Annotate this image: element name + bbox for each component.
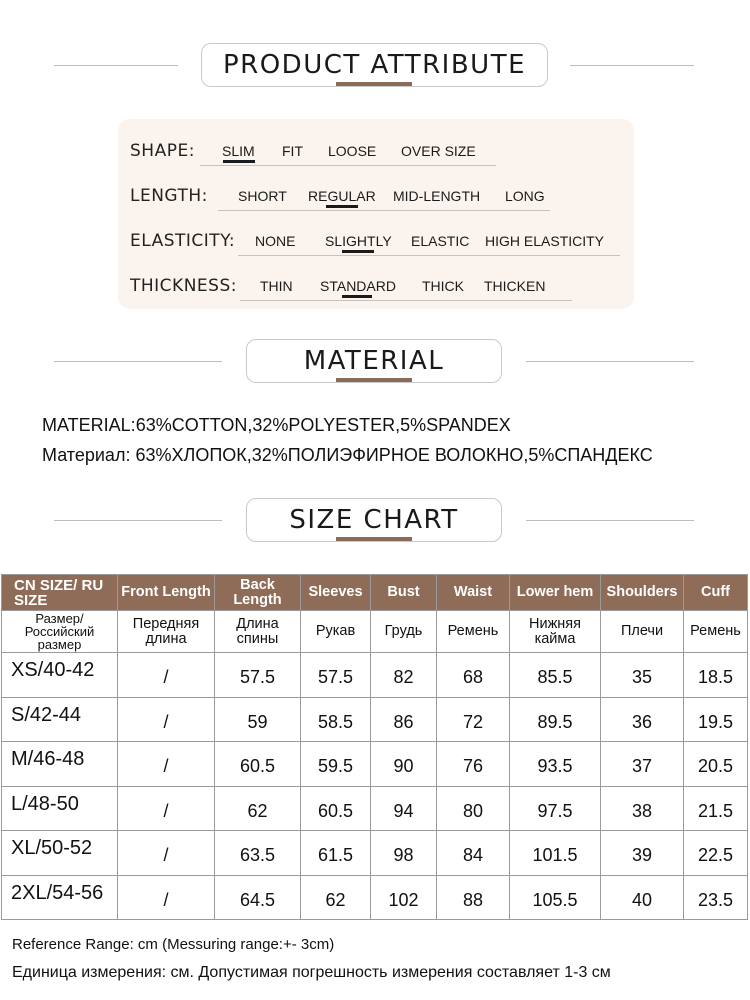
material-en-label: MATERIAL: xyxy=(42,415,136,435)
table-cell: / xyxy=(118,786,215,831)
table-cell: 68 xyxy=(437,653,510,698)
attr-row-shape xyxy=(118,129,634,169)
table-cell: 38 xyxy=(601,786,684,831)
header-cell: Front Length xyxy=(118,575,215,611)
attr-option-none: NONE xyxy=(255,233,296,249)
size-cell: 2XL/54-56 xyxy=(2,875,118,920)
attr-option-slightly: SLIGHTLY xyxy=(325,233,392,249)
table-row xyxy=(2,786,748,831)
table-cell: 72 xyxy=(437,697,510,742)
header-cell: Рукав xyxy=(301,611,371,653)
attr-label-elasticity: ELASTICITY: xyxy=(130,231,236,251)
table-cell: 58.5 xyxy=(301,697,371,742)
attr-option-thick: THICK xyxy=(422,278,464,294)
header-cell: Back Length xyxy=(215,575,301,611)
table-row xyxy=(2,653,748,698)
attr-label-length: LENGTH: xyxy=(130,186,208,206)
table-row xyxy=(2,875,748,920)
attr-underline xyxy=(200,165,496,166)
table-cell: 37 xyxy=(601,742,684,787)
table-cell: 89.5 xyxy=(510,697,601,742)
table-cell: 59.5 xyxy=(301,742,371,787)
table-cell: 88 xyxy=(437,875,510,920)
selected-marker xyxy=(223,160,255,163)
attr-option-standard: STANDARD xyxy=(320,278,396,294)
header-cell: Нижняя кайма xyxy=(510,611,601,653)
table-cell: 85.5 xyxy=(510,653,601,698)
size-cell: S/42-44 xyxy=(2,697,118,742)
reference-range-en: Reference Range: cm (Messuring range:+- 3cm) xyxy=(12,936,335,953)
table-cell: 18.5 xyxy=(684,653,748,698)
attr-underline xyxy=(218,210,550,211)
attr-row-length xyxy=(118,174,634,214)
table-cell: 36 xyxy=(601,697,684,742)
table-row xyxy=(2,742,748,787)
material-ru xyxy=(42,445,653,466)
table-cell: 82 xyxy=(371,653,437,698)
selected-marker xyxy=(342,295,372,298)
accent-bar xyxy=(336,537,412,541)
table-cell: 98 xyxy=(371,831,437,876)
attr-option-mid-length: MID-LENGTH xyxy=(393,188,481,204)
table-cell: / xyxy=(118,875,215,920)
table-cell: / xyxy=(118,653,215,698)
section-title-pill xyxy=(201,43,548,87)
accent-bar xyxy=(336,378,412,382)
attr-option-long: LONG xyxy=(505,188,545,204)
attr-option-elastic: ELASTIC xyxy=(411,233,470,249)
table-cell: 39 xyxy=(601,831,684,876)
selected-marker xyxy=(326,205,358,208)
material-heading xyxy=(0,339,750,387)
table-header-ru xyxy=(2,611,748,653)
size-cell: XL/50-52 xyxy=(2,831,118,876)
header-cell: Lower hem xyxy=(510,575,601,611)
table-cell: / xyxy=(118,831,215,876)
table-cell: 59 xyxy=(215,697,301,742)
header-cell: Waist xyxy=(437,575,510,611)
header-cell: Длина спины xyxy=(215,611,301,653)
attr-label-shape: SHAPE: xyxy=(130,141,195,161)
attr-row-thickness xyxy=(118,264,634,304)
material-en xyxy=(42,415,511,436)
table-cell: 105.5 xyxy=(510,875,601,920)
attr-option-oversize: OVER SIZE xyxy=(401,143,476,159)
divider-left xyxy=(54,520,222,521)
table-cell: / xyxy=(118,742,215,787)
header-cell: Плечи xyxy=(601,611,684,653)
material-ru-value: 63%ХЛОПОК,32%ПОЛИЭФИРНОЕ ВОЛОКНО,5%СПАНДЕКС xyxy=(135,445,653,465)
table-cell: 76 xyxy=(437,742,510,787)
table-row xyxy=(2,697,748,742)
header-cell: Размер/ Российский размер xyxy=(2,611,118,653)
selected-marker xyxy=(342,250,374,253)
attr-option-slim: SLIM xyxy=(222,143,255,159)
header-cell: Ремень xyxy=(437,611,510,653)
header-cell: Shoulders xyxy=(601,575,684,611)
header-cell: CN SIZE/ RU SIZE xyxy=(2,575,118,611)
table-cell: 60.5 xyxy=(215,742,301,787)
table-cell: 101.5 xyxy=(510,831,601,876)
header-cell: Передняя длина xyxy=(118,611,215,653)
table-cell: 57.5 xyxy=(301,653,371,698)
table-cell: 21.5 xyxy=(684,786,748,831)
table-cell: 40 xyxy=(601,875,684,920)
attr-option-short: SHORT xyxy=(238,188,287,204)
attribute-panel xyxy=(118,119,634,309)
material-en-value: 63%COTTON,32%POLYESTER,5%SPANDEX xyxy=(135,415,511,435)
table-cell: 62 xyxy=(301,875,371,920)
attr-option-fit: FIT xyxy=(282,143,303,159)
divider-right xyxy=(526,520,694,521)
table-cell: / xyxy=(118,697,215,742)
attr-option-high-elasticity: HIGH ELASTICITY xyxy=(485,233,605,249)
table-cell: 62 xyxy=(215,786,301,831)
header-cell: Sleeves xyxy=(301,575,371,611)
table-cell: 57.5 xyxy=(215,653,301,698)
table-cell: 102 xyxy=(371,875,437,920)
table-cell: 80 xyxy=(437,786,510,831)
table-cell: 22.5 xyxy=(684,831,748,876)
table-header-en xyxy=(2,575,748,611)
accent-bar xyxy=(336,82,412,86)
table-cell: 60.5 xyxy=(301,786,371,831)
divider-right xyxy=(526,361,694,362)
divider-left xyxy=(54,65,178,66)
table-cell: 61.5 xyxy=(301,831,371,876)
attr-underline xyxy=(238,255,620,256)
section-title-pill xyxy=(246,498,502,542)
header-cell: Cuff xyxy=(684,575,748,611)
section-title: MATERIAL xyxy=(303,346,445,376)
divider-right xyxy=(570,65,694,66)
header-cell: Грудь xyxy=(371,611,437,653)
attr-option-thicken: THICKEN xyxy=(484,278,546,294)
attr-underline xyxy=(240,300,572,301)
table-cell: 84 xyxy=(437,831,510,876)
material-ru-label: Материал: xyxy=(42,445,131,465)
attr-option-regular: REGULAR xyxy=(308,188,376,204)
product-attribute-heading xyxy=(0,43,750,91)
reference-range-ru: Единица измерения: см. Допустимая погрешность измерения составляет 1-3 см xyxy=(12,964,611,981)
table-cell: 20.5 xyxy=(684,742,748,787)
table-cell: 23.5 xyxy=(684,875,748,920)
section-title: PRODUCT ATTRIBUTE xyxy=(222,50,527,80)
table-cell: 19.5 xyxy=(684,697,748,742)
attr-option-loose: LOOSE xyxy=(328,143,377,159)
divider-left xyxy=(54,361,222,362)
header-cell: Ремень xyxy=(684,611,748,653)
header-cell: Bust xyxy=(371,575,437,611)
table-row xyxy=(2,831,748,876)
table-cell: 64.5 xyxy=(215,875,301,920)
section-title: SIZE CHART xyxy=(289,505,459,535)
attr-label-thickness: THICKNESS: xyxy=(130,276,237,296)
size-cell: L/48-50 xyxy=(2,786,118,831)
table-cell: 97.5 xyxy=(510,786,601,831)
attr-row-elasticity xyxy=(118,219,634,259)
attr-option-thin: THIN xyxy=(260,278,293,294)
table-cell: 35 xyxy=(601,653,684,698)
table-cell: 63.5 xyxy=(215,831,301,876)
size-cell: M/46-48 xyxy=(2,742,118,787)
table-cell: 93.5 xyxy=(510,742,601,787)
table-cell: 90 xyxy=(371,742,437,787)
section-title-pill xyxy=(246,339,502,383)
table-cell: 86 xyxy=(371,697,437,742)
size-chart-heading xyxy=(0,498,750,546)
table-cell: 94 xyxy=(371,786,437,831)
size-chart-table xyxy=(1,574,748,920)
size-cell: XS/40-42 xyxy=(2,653,118,698)
